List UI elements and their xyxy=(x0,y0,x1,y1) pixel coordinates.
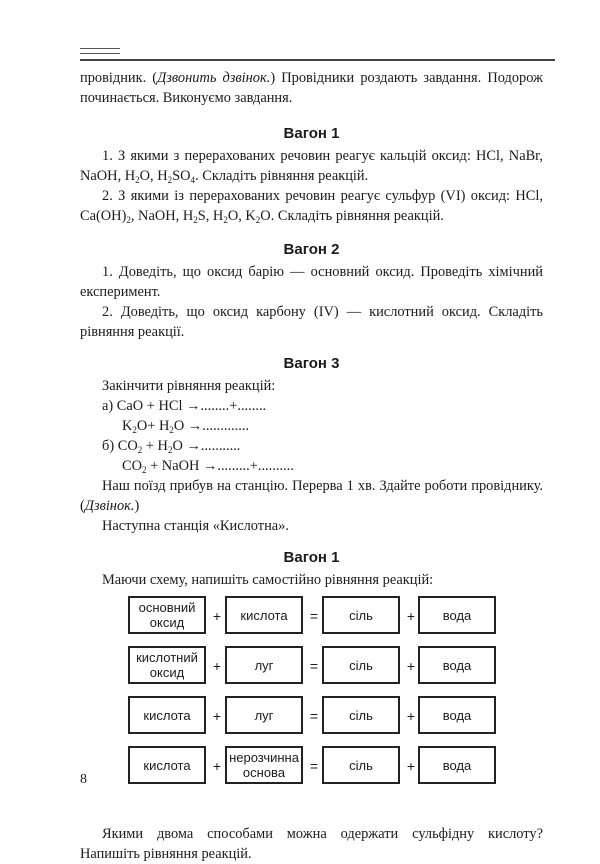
final-question: Якими двома способами можна одержати сульфідну кислоту? Напишіть рівняння реакцій. xyxy=(80,826,543,862)
plus-sign: + xyxy=(406,758,416,774)
equation-a1: а) CaO + HCl →........+........ xyxy=(102,398,267,414)
wagon-1-task-1: 1. З якими з перерахованих речовин реагує кальцій оксид: HCl, NaBr, NaOH, $H_2O$, $H_2SO_4$. Складіть рівняння реакцій. xyxy=(80,148,543,185)
plus-sign: + xyxy=(406,608,416,624)
plus-sign: + xyxy=(406,658,416,674)
wagon-2-title: Вагон 2 xyxy=(283,241,340,258)
scheme-box-reactant-2: нерозчинна основа xyxy=(225,746,303,784)
wagon-1b-title: Вагон 1 xyxy=(283,549,340,566)
scheme-box-reactant-1: кислота xyxy=(128,696,206,734)
wagon-1-title: Вагон 1 xyxy=(283,125,340,142)
scheme-box-product-salt: сіль xyxy=(322,746,400,784)
scheme-box-product-water: вода xyxy=(418,746,496,784)
equation-a2: $K_2O+ H_2O$ →............. xyxy=(122,418,250,435)
plus-sign: + xyxy=(212,608,222,624)
scheme-box-product-water: вода xyxy=(418,596,496,634)
page-number: 8 xyxy=(80,772,87,787)
scheme-box-product-water: вода xyxy=(418,646,496,684)
plus-sign: + xyxy=(212,758,222,774)
scheme-instruction: Маючи схему, напишіть самостійно рівняння реакцій: xyxy=(102,572,434,588)
page-content xyxy=(80,68,543,864)
scheme-box-product-salt: сіль xyxy=(322,596,400,634)
wagon-2-task-1: 1. Доведіть, що оксид барію — основний оксид. Проведіть хімічний експеримент. xyxy=(80,264,543,300)
scheme-box-reactant-2: кислота xyxy=(225,596,303,634)
scheme-box-product-water: вода xyxy=(418,696,496,734)
equation-b2: $CO_2$ + NaOH →.........+.......... xyxy=(122,458,294,475)
next-station: Наступна станція «Кислотна». xyxy=(102,518,289,534)
wagon-3-instruction: Закінчити рівняння реакцій: xyxy=(102,378,276,394)
intro-paragraph: провідник. (Дзвонить дзвінок.) Провідники роздають завдання. Подорож починається. Виконуємо завдання. xyxy=(80,70,543,106)
wagon-1-task-2: 2. З якими із перерахованих речовин реагує сульфур (VI) оксид: HCl, $Ca(OH)_2$, NaOH, $H_2S$, $H_2O$, $K_2O$. Складіть рівняння реакцій. xyxy=(80,188,543,225)
scheme-box-product-salt: сіль xyxy=(322,646,400,684)
equation-b1: б) $CO_2 + H_2O$ →........... xyxy=(102,438,241,455)
reaction-scheme xyxy=(80,596,543,818)
scheme-box-reactant-1: кислота xyxy=(128,746,206,784)
equals-sign: = xyxy=(309,658,319,674)
scheme-box-reactant-2: луг xyxy=(225,696,303,734)
arrival-paragraph: Наш поїзд прибув на станцію. Перерва 1 хв. Здайте роботи провіднику. (Дзвінок.) xyxy=(80,478,543,514)
plus-sign: + xyxy=(212,658,222,674)
plus-sign: + xyxy=(212,708,222,724)
header-rule xyxy=(80,48,555,64)
wagon-3-title: Вагон 3 xyxy=(283,355,340,372)
wagon-2-task-2: 2. Доведіть, що оксид карбону (IV) — кислотний оксид. Складіть рівняння реакції. xyxy=(80,304,543,340)
scheme-box-product-salt: сіль xyxy=(322,696,400,734)
equals-sign: = xyxy=(309,708,319,724)
plus-sign: + xyxy=(406,708,416,724)
scheme-box-reactant-1: кислотний оксид xyxy=(128,646,206,684)
equals-sign: = xyxy=(309,758,319,774)
scheme-box-reactant-1: основний оксид xyxy=(128,596,206,634)
scheme-box-reactant-2: луг xyxy=(225,646,303,684)
equals-sign: = xyxy=(309,608,319,624)
